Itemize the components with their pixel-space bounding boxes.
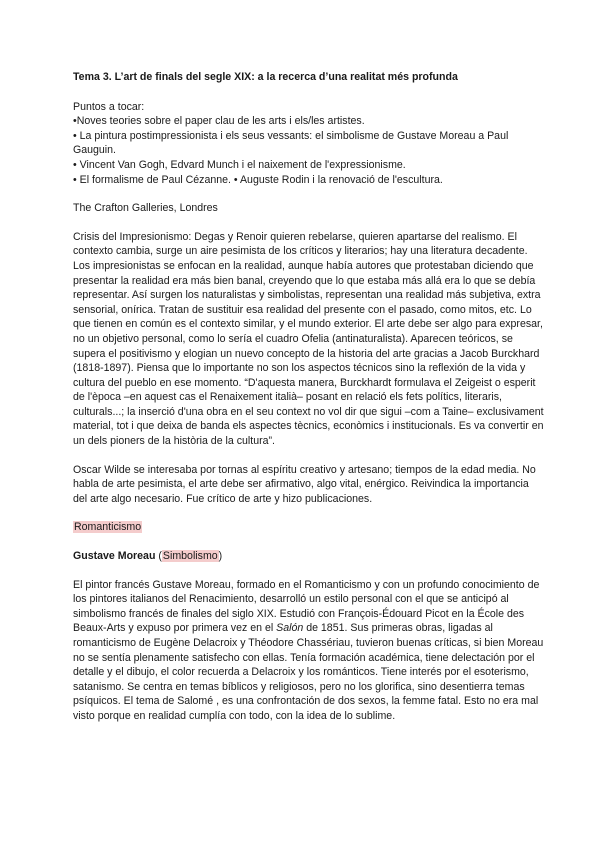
section-heading <box>73 520 544 535</box>
point-item: • Vincent Van Gogh, Edvard Munch i el naixement de l'expressionisme. <box>73 158 406 171</box>
section-heading-text: Romanticismo <box>74 521 142 534</box>
paragraph-moreau-part2: de 1851. Sus primeras obras, ligadas al romanticismo de Eugène Delacroix y Théodore Chassériau, tuvieron buenas críticas, si bien Moreau no se sentía plenamente satisfecho con ellas. Tenía formación académica, tiene delectación por el detalle y el dibujo, el color recuerda a Delacroix y los románticos. Tiene interés por el esoterismo, satanismo. Se centra en temas bíblicos y religiosos, pero no los glorifica, sino desentierra temas psíquicos. El tema de Salomé , es una confrontación de dos sexos, la femme fatal. Esto no era mal visto porque en realidad cumplía con todo, con la idea de lo sublime. <box>73 622 544 722</box>
subheading-tag: Simbolismo <box>162 550 218 563</box>
points-block <box>73 100 544 188</box>
subheading-gustave-moreau: Gustave Moreau (Simbolismo) <box>73 550 223 563</box>
point-item: • El formalisme de Paul Cézanne. • Auguste Rodin i la renovació de l'escultura. <box>73 173 443 186</box>
point-item: • La pintura postimpressionista i els seus vessants: el simbolisme de Gustave Moreau a Paul Gauguin. <box>73 129 509 157</box>
gallery-line: The Crafton Galleries, Londres <box>73 202 218 215</box>
point-item: •Noves teories sobre el paper clau de les arts i els/les artistes. <box>73 115 365 128</box>
paragraph-moreau-part1: El pintor francés Gustave Moreau, formado en el Romanticismo y con un profundo conocimiento de los pintores italianos del Renacimiento, desarrolló un estilo personal con el que se anticipó al simbolismo francés de finales del siglo XIX. Estudió con François-Édouard Picot en la École des Beaux-Arts y expuso por primera vez en el <box>73 578 540 635</box>
paragraph-moreau <box>73 578 544 724</box>
salon-italic: Salón <box>276 622 304 635</box>
paragraph-impressionism-crisis: Crisis del Impresionismo: Degas y Renoir quieren rebelarse, quieren apartarse del realismo. El contexto cambia, surge un aire pesimista de los críticos y literarios; hay una literatura decadente. Los impresionistas se enfocan en la realidad, aunque había autores que protestaban diciendo que presentar la realidad era más bien banal, creyendo que lo que estaba más allá era lo que se debía representar. Así surgen los naturalistas y simbolistas, representan una realidad más subjetiva, extra sensorial, onírica. Tratan de sustituir esa realidad del presente con el pasado, como mitos, etc. Lo que tienen en común es el contexto similar, y el mundo exterior. El arte debe ser algo para expresar, no un objetivo personal, como lo sería el cuadro Ofelia (antinaturalista). Aparecen teóricos, se supera el positivismo y elogian un nuevo concepto de la historia del arte gracias a Jacob Burckhard (1818-1897). Piensa que lo importante no son los aspectos técnicos sino la reflexión de la vida y cultura del pueblo en ese momento. “D'aquesta manera, Burckhardt formulava el Zeigeist o esperit de l'època –en aquest cas el Renaixement italià– posant en relació els fets polítics, literaris, culturals...; la inserció d'una obra en el seu context no vol dir que sigui –com a Taine– exclusivament material, tot i que deixa de banda els aspectes tècnics, econòmics i institucionals. Es va convertir en un dels pioners de la història de la cultura”. <box>73 230 544 448</box>
paragraph-oscar-wilde: Oscar Wilde se interesaba por tornas al espíritu creativo y artesano; tiempos de la edad media. No habla de arte pesimista, el arte debe ser afirmativo, algo vital, enérgico. Reivindica la importancia del arte algo necesario. Fue crítico de arte y hizo publicaciones. <box>73 463 536 505</box>
document-title: Tema 3. L’art de finals del segle XIX: a la recerca d’una realitat més profunda <box>73 71 458 83</box>
points-heading: Puntos a tocar: <box>73 100 145 113</box>
subheading-name: Gustave Moreau <box>73 550 156 563</box>
